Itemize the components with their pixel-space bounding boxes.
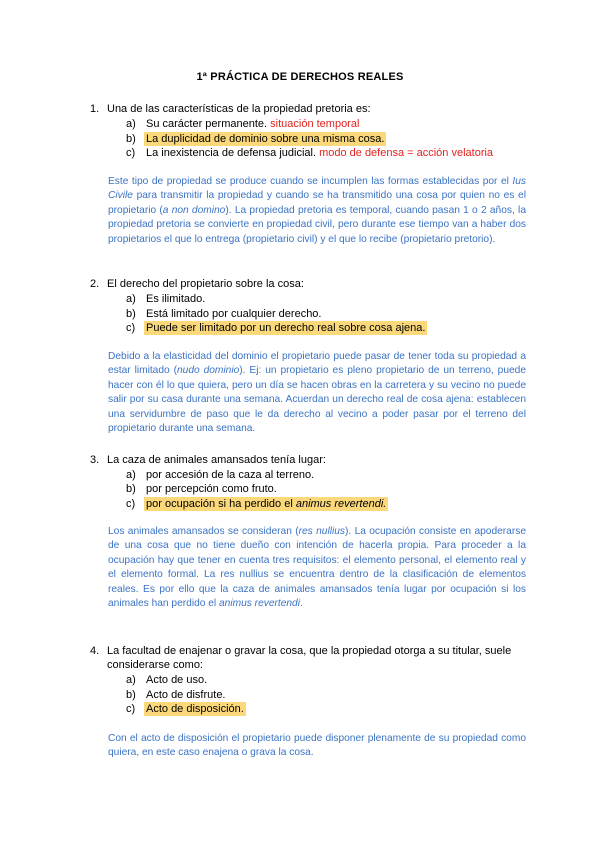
question-stem: La caza de animales amansados tenía lugar: (107, 454, 326, 466)
highlighted-answer: Acto de disposición. (146, 703, 244, 715)
document-page: 1ª PRÁCTICA DE DERECHOS REALES 1. Una de las características de la propiedad pretoria es: a) Su carácter permanente. situación temporal b) La duplicidad de dominio sobre una misma cosa. c) La inexistencia de defensa judicial. modo de defensa = acción velatoria Este tipo de propiedad se produce cuando se incumplen las formas establecidas por el Ius Civile para transmitir la propiedad y cuando se ha transmitido una cosa por quien no es el propietario (a non domino). La propiedad pretoria es temporal, cuando pasan 1 o 2 años, la propiedad pretoria se convierte en propiedad civil, pero durante ese tiempo van a haber dos propietarios el que lo entrega (propietario civil) y el que lo recibe (propietario pretorio). 2. El derecho del propietario sobre la cosa: a) Es ilimitado. b) Está limitado por cualquier derecho. c) Puede ser limitado por un derecho real sobre cosa ajena. Debido a la elasticidad del dominio el propietario puede pasar de tener toda su propiedad a estar limitado (nudo dominio). Ej: un propietario es pleno propietario de un terreno, puede hacer con él lo que quiera, pero un día se hacen obras en la carretera y su vecino no puede salir por su casa durante una semana. Acuerdan un derecho real de cosa ajena: establecen una servidumbre de paso que le da derecho al vecino a poder pasar por el terreno del propietario durante una semana. 3. La caza de animales amansados tenía lugar: a) por accesión de la caza al terreno. b) por percepción como fruto. c) por ocupación si ha perdido el animus revertendi. Los animales amansados se consideran (res nullius). La ocupación consiste en apoderarse de una cosa que no tiene dueño con intención de hacerla propia. Para proceder a la ocupación hay que tener en cuenta tres requisitos: el elemento personal, el elemento real y el elemento formal. La res nullius se encuentra dentro de la clasificación de elementos reales. Es por ello que la caza de animales amansados tenía lugar por ocupación si los animales han perdido el animus revertendi. 4. La facultad de enajenar o gravar la cosa, que la propiedad otorga a su titular, suele considerarse como: a) Acto de uso. b) Acto de disfrute. c) Acto de disposición. Con el acto de disposición el propietario puede disponer plenamente de su propiedad como quiera, en este caso enajena o grava la cosa. (0, 0, 600, 848)
correction-note: modo de defensa = acción velatoria (319, 147, 494, 159)
question-stem: El derecho del propietario sobre la cosa: (107, 278, 304, 290)
question-number: 1. (90, 103, 100, 115)
highlighted-answer: por ocupación si ha perdido el animus revertendi. (146, 498, 387, 510)
correction-note: situación temporal (270, 118, 360, 130)
highlighted-answer: La duplicidad de dominio sobre una misma cosa. (146, 133, 385, 145)
question-number: 2. (90, 278, 100, 290)
question-number: 3. (90, 454, 100, 466)
explanation-4: Con el acto de disposición el propietario puede disponer plenamente de su propiedad como quiera, en este caso enajena o grava la cosa. (108, 733, 526, 759)
explanation-1: Este tipo de propiedad se produce cuando se incumplen las formas establecidas por el Ius Civile para transmitir la propiedad y cuando se ha transmitido una cosa por quien no es el propietario (a non domino). La propiedad pretoria es temporal, cuando pasan 1 o 2 años, la propiedad pretoria se convierte en propiedad civil, pero durante ese tiempo van a haber dos propietarios el que lo entrega (propietario civil) y el que lo recibe (propietario pretorio). (108, 176, 526, 245)
explanation-2: Debido a la elasticidad del dominio el propietario puede pasar de tener toda su propiedad a estar limitado (nudo dominio). Ej: un propietario es pleno propietario de un terreno, puede hacer con él lo que quiera, pero un día se hacen obras en la carretera y su vecino no puede salir por su casa durante una semana. Acuerdan un derecho real de cosa ajena: establecen una servidumbre de paso que le da derecho al vecino a poder pasar por el terreno del propietario durante una semana. (108, 351, 526, 435)
page-title: 1ª PRÁCTICA DE DERECHOS REALES (196, 71, 404, 83)
explanation-3: Los animales amansados se consideran (res nullius). La ocupación consiste en apoderarse de una cosa que no tiene dueño con intención de hacerla propia. Para proceder a la ocupación hay que tener en cuenta tres requisitos: el elemento personal, el elemento real y el elemento formal. La res nullius se encuentra dentro de la clasificación de elementos reales. Es por ello que la caza de animales amansados tenía lugar por ocupación si los animales han perdido el animus revertendi. (108, 526, 526, 610)
question-stem: Una de las características de la propiedad pretoria es: (107, 103, 371, 115)
highlighted-answer: Puede ser limitado por un derecho real sobre cosa ajena. (146, 322, 426, 334)
question-number: 4. (90, 645, 100, 657)
question-stem: La facultad de enajenar o gravar la cosa, que la propiedad otorga a su titular, suele considerarse como: (107, 645, 512, 671)
